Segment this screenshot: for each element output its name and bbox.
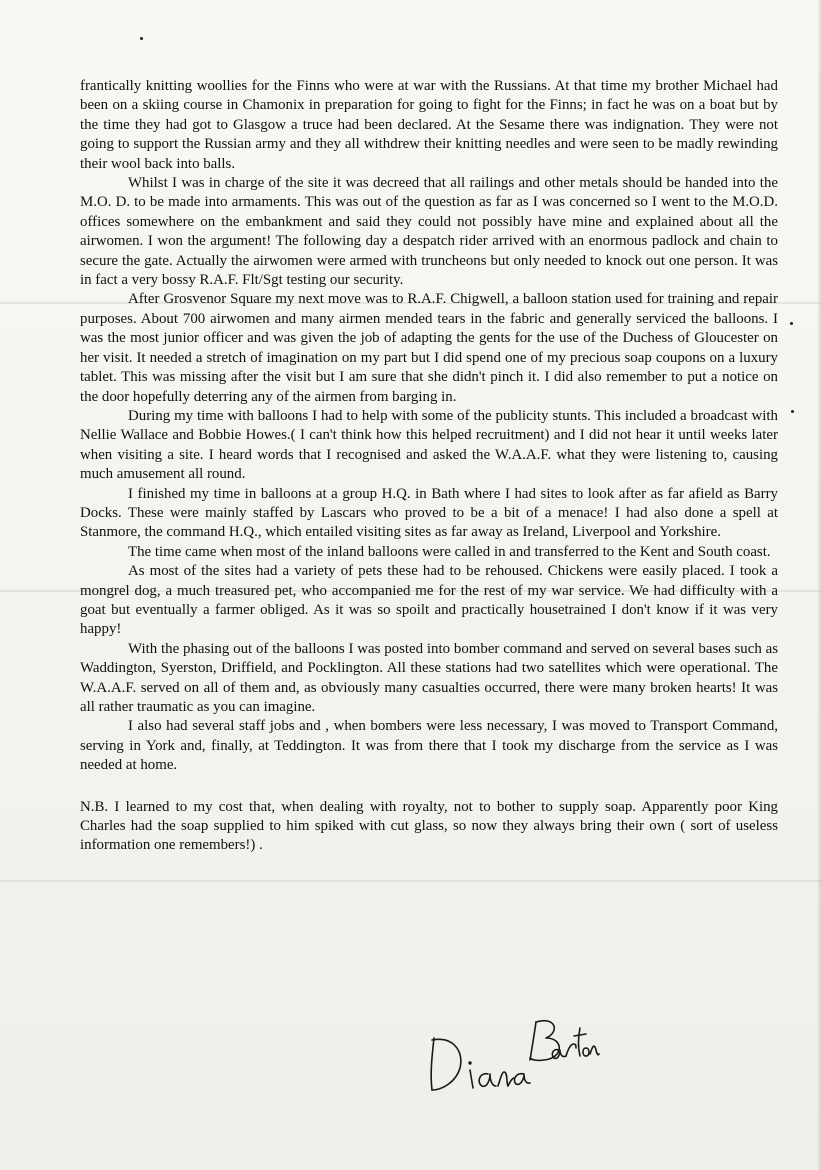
paper-fold-line xyxy=(0,880,821,882)
scan-speck xyxy=(140,37,143,40)
paragraph: frantically knitting woollies for the Finns who were at war with the Russians. At that time my brother Michael had been on a skiing course in Chamonix in preparation for going to fight for the Finns; in fact he was on a boat but by the time they had got to Glasgow a truce had been declared. At the Sesame there was indignation. They were not going to support the Russian army and they all withdrew their knitting needles and were seen to be madly rewinding their wool back into balls. xyxy=(80,78,778,172)
paragraph: As most of the sites had a variety of pets these had to be rehoused. Chickens were easily placed. I took a mongrel dog, a much treasured pet, who accompanied me for the rest of my war service. We had difficulty with a goat but eventually a farmer obliged. As it was so spoilt and practically housetrained I don't know if it was very happy! xyxy=(80,563,778,638)
page-edge-shadow xyxy=(817,0,821,1170)
paragraph: The time came when most of the inland balloons were called in and transferred to the Kent and South coast. xyxy=(128,543,771,560)
scan-speck xyxy=(791,410,794,413)
handwritten-signature xyxy=(420,1008,600,1098)
scan-speck xyxy=(790,322,793,325)
paragraph: With the phasing out of the balloons I was posted into bomber command and served on several bases such as Waddington, Syerston, Driffield, and Pocklington. All these stations had two satellites which were operational. The W.A.A.F. served on all of them and, as obviously many casualties occurred, there were many broken hearts! It was all rather traumatic as you can imagine. xyxy=(80,640,778,715)
paragraph: After Grosvenor Square my next move was to R.A.F. Chigwell, a balloon station used for training and repair purposes. About 700 airwomen and many airmen mended tears in the fabric and generally serviced the balloons. I was the most junior officer and was given the job of adapting the gents for the use of the Duchess of Gloucester on her visit. It needed a stretch of imagination on my part but I did spend one of my precious soap coupons on a luxury tablet. This was missing after the visit but I am sure that she didn't pinch it. I did also remember to put a notice on the door hopefully deterring any of the airmen from barging in. xyxy=(80,291,778,405)
paragraph: During my time with balloons I had to help with some of the publicity stunts. This included a broadcast with Nellie Wallace and Bobbie Howes.( I can't think how this helped recruitment) and I did not hear it until weeks later when visiting a site. I heard words that I recognised and asked the W.A.A.F. what they were listening to, causing much amusement all round. xyxy=(80,407,778,483)
nb-note: N.B. I learned to my cost that, when dealing with royalty, not to bother to supply soap. Apparently poor King Charles had the soap supplied to him spiked with cut glass, so now they always bring their own ( sort of useless information one remembers!) . xyxy=(80,798,778,854)
paragraph: Whilst I was in charge of the site it was decreed that all railings and other metals should be handed into the M.O. D. to be made into armaments. This was out of the question as far as I was concerned so I went to the M.O.D. offices somewhere on the embankment and said they could not possibly have mine and explained about all the airwomen. I won the argument! The following day a despatch rider arrived with an enormous padlock and chain to secure the gate. Actually the airwomen were armed with truncheons but only needed to knock out one person. It was in fact a very bossy R.A.F. Flt/Sgt testing our security. xyxy=(80,175,778,289)
paragraph: I also had several staff jobs and , when bombers were less necessary, I was moved to Transport Command, serving in York and, finally, at Teddington. It was from there that I took my discharge from the service as I was needed at home. xyxy=(80,718,778,774)
paragraph: I finished my time in balloons at a group H.Q. in Bath where I had sites to look after as far afield as Barry Docks. These were mainly staffed by Lascars who proved to be a bit of a menace! I had also done a spell at Stanmore, the command H.Q., which entailed visiting sites as far away as Ireland, Liverpool and Yorkshire. xyxy=(80,485,778,541)
letter-body xyxy=(80,77,778,856)
